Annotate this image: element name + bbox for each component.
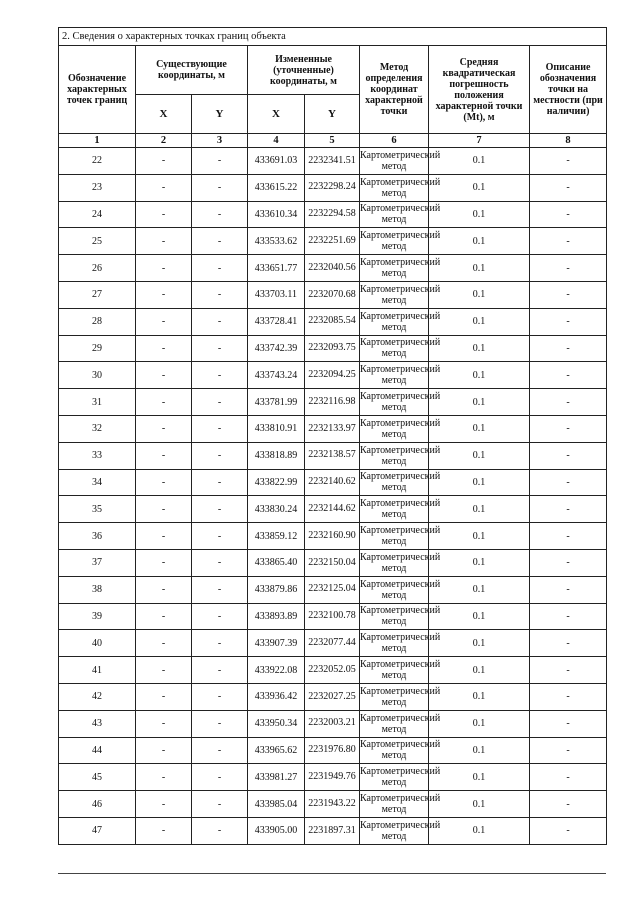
table-row [59, 362, 607, 389]
description-cell: - [530, 255, 607, 282]
existing-y-cell: - [192, 496, 248, 523]
column-number: 4 [248, 134, 305, 148]
point-number-cell: 33 [59, 442, 136, 469]
changed-x-cell: 433743.24 [248, 362, 305, 389]
method-cell: Картометрический метод [360, 496, 429, 523]
mean-error-cell: 0.1 [429, 683, 530, 710]
existing-y-cell: - [192, 308, 248, 335]
table-row [59, 308, 607, 335]
description-cell: - [530, 174, 607, 201]
table-row [59, 148, 607, 175]
description-cell: - [530, 683, 607, 710]
existing-x-cell: - [136, 549, 192, 576]
point-number-cell: 27 [59, 281, 136, 308]
existing-y-cell: - [192, 683, 248, 710]
description-cell: - [530, 549, 607, 576]
changed-y-cell: 2232052.05 [305, 657, 360, 684]
column-number: 8 [530, 134, 607, 148]
existing-y-cell: - [192, 201, 248, 228]
table-row [59, 442, 607, 469]
existing-y-cell: - [192, 549, 248, 576]
changed-y-cell: 2232133.97 [305, 415, 360, 442]
mean-error-cell: 0.1 [429, 148, 530, 175]
changed-x-cell: 433936.42 [248, 683, 305, 710]
existing-x-cell: - [136, 148, 192, 175]
point-number-cell: 46 [59, 791, 136, 818]
method-cell: Картометрический метод [360, 308, 429, 335]
point-number-cell: 25 [59, 228, 136, 255]
description-cell: - [530, 737, 607, 764]
description-cell: - [530, 148, 607, 175]
method-cell: Картометрический метод [360, 791, 429, 818]
changed-y-cell: 2232125.04 [305, 576, 360, 603]
description-cell: - [530, 308, 607, 335]
description-cell: - [530, 362, 607, 389]
changed-y-cell: 2232144.62 [305, 496, 360, 523]
table-row [59, 683, 607, 710]
changed-x-cell: 433810.91 [248, 415, 305, 442]
method-cell: Картометрический метод [360, 817, 429, 844]
changed-y-cell: 2232070.68 [305, 281, 360, 308]
changed-y-cell: 2232094.25 [305, 362, 360, 389]
table-row [59, 817, 607, 844]
changed-y-cell: 2232003.21 [305, 710, 360, 737]
changed-y-cell: 2232160.90 [305, 523, 360, 550]
changed-x-cell: 433830.24 [248, 496, 305, 523]
changed-y-cell: 2232077.44 [305, 630, 360, 657]
existing-y-cell: - [192, 791, 248, 818]
mean-error-cell: 0.1 [429, 415, 530, 442]
changed-y-cell: 2231897.31 [305, 817, 360, 844]
existing-x-cell: - [136, 228, 192, 255]
table-row [59, 737, 607, 764]
description-cell: - [530, 442, 607, 469]
table-row [59, 549, 607, 576]
existing-x-cell: - [136, 389, 192, 416]
existing-x-cell: - [136, 710, 192, 737]
method-cell: Картометрический метод [360, 415, 429, 442]
existing-y-cell: - [192, 255, 248, 282]
mean-error-cell: 0.1 [429, 791, 530, 818]
existing-y-cell: - [192, 710, 248, 737]
table-row [59, 281, 607, 308]
existing-x-cell: - [136, 201, 192, 228]
point-number-cell: 29 [59, 335, 136, 362]
existing-x-cell: - [136, 817, 192, 844]
point-number-cell: 36 [59, 523, 136, 550]
column-number: 5 [305, 134, 360, 148]
method-cell: Картометрический метод [360, 148, 429, 175]
description-cell: - [530, 603, 607, 630]
table-row [59, 201, 607, 228]
existing-x-cell: - [136, 737, 192, 764]
method-cell: Картометрический метод [360, 630, 429, 657]
table-row [59, 174, 607, 201]
changed-x-cell: 433818.89 [248, 442, 305, 469]
table-row [59, 630, 607, 657]
header-method: Метод определения координат характерной точки [360, 46, 429, 134]
table-row [59, 496, 607, 523]
method-cell: Картометрический метод [360, 683, 429, 710]
method-cell: Картометрический метод [360, 442, 429, 469]
point-number-cell: 41 [59, 657, 136, 684]
point-number-cell: 44 [59, 737, 136, 764]
header-existing-y: Y [192, 95, 248, 134]
changed-x-cell: 433859.12 [248, 523, 305, 550]
existing-x-cell: - [136, 415, 192, 442]
description-cell: - [530, 335, 607, 362]
changed-x-cell: 433533.62 [248, 228, 305, 255]
column-number: 7 [429, 134, 530, 148]
point-number-cell: 23 [59, 174, 136, 201]
changed-x-cell: 433691.03 [248, 148, 305, 175]
changed-y-cell: 2232298.24 [305, 174, 360, 201]
column-number: 1 [59, 134, 136, 148]
point-number-cell: 37 [59, 549, 136, 576]
point-number-cell: 30 [59, 362, 136, 389]
mean-error-cell: 0.1 [429, 389, 530, 416]
boundary-points-table [58, 27, 607, 845]
existing-x-cell: - [136, 523, 192, 550]
method-cell: Картометрический метод [360, 174, 429, 201]
point-number-cell: 28 [59, 308, 136, 335]
changed-x-cell: 433893.89 [248, 603, 305, 630]
point-number-cell: 31 [59, 389, 136, 416]
existing-x-cell: - [136, 791, 192, 818]
column-number: 6 [360, 134, 429, 148]
existing-y-cell: - [192, 603, 248, 630]
mean-error-cell: 0.1 [429, 469, 530, 496]
changed-x-cell: 433981.27 [248, 764, 305, 791]
header-changed-x: X [248, 95, 305, 134]
method-cell: Картометрический метод [360, 335, 429, 362]
description-cell: - [530, 791, 607, 818]
mean-error-cell: 0.1 [429, 201, 530, 228]
mean-error-cell: 0.1 [429, 255, 530, 282]
existing-y-cell: - [192, 576, 248, 603]
existing-y-cell: - [192, 442, 248, 469]
existing-x-cell: - [136, 469, 192, 496]
changed-y-cell: 2231949.76 [305, 764, 360, 791]
mean-error-cell: 0.1 [429, 549, 530, 576]
mean-error-cell: 0.1 [429, 442, 530, 469]
method-cell: Картометрический метод [360, 657, 429, 684]
changed-x-cell: 433879.86 [248, 576, 305, 603]
changed-x-cell: 433907.39 [248, 630, 305, 657]
method-cell: Картометрический метод [360, 737, 429, 764]
mean-error-cell: 0.1 [429, 174, 530, 201]
mean-error-cell: 0.1 [429, 523, 530, 550]
mean-error-cell: 0.1 [429, 817, 530, 844]
method-cell: Картометрический метод [360, 549, 429, 576]
description-cell: - [530, 469, 607, 496]
changed-x-cell: 433865.40 [248, 549, 305, 576]
changed-x-cell: 433651.77 [248, 255, 305, 282]
method-cell: Картометрический метод [360, 281, 429, 308]
existing-x-cell: - [136, 683, 192, 710]
changed-x-cell: 433905.00 [248, 817, 305, 844]
changed-x-cell: 433950.34 [248, 710, 305, 737]
mean-error-cell: 0.1 [429, 362, 530, 389]
point-number-cell: 32 [59, 415, 136, 442]
table-row [59, 603, 607, 630]
existing-y-cell: - [192, 657, 248, 684]
method-cell: Картометрический метод [360, 469, 429, 496]
changed-x-cell: 433615.22 [248, 174, 305, 201]
existing-x-cell: - [136, 496, 192, 523]
changed-y-cell: 2232150.04 [305, 549, 360, 576]
mean-error-cell: 0.1 [429, 603, 530, 630]
point-number-cell: 43 [59, 710, 136, 737]
existing-y-cell: - [192, 362, 248, 389]
existing-y-cell: - [192, 281, 248, 308]
description-cell: - [530, 817, 607, 844]
method-cell: Картометрический метод [360, 710, 429, 737]
changed-x-cell: 433703.11 [248, 281, 305, 308]
description-cell: - [530, 710, 607, 737]
existing-x-cell: - [136, 362, 192, 389]
mean-error-cell: 0.1 [429, 281, 530, 308]
method-cell: Картометрический метод [360, 576, 429, 603]
changed-y-cell: 2232040.56 [305, 255, 360, 282]
existing-y-cell: - [192, 228, 248, 255]
method-cell: Картометрический метод [360, 255, 429, 282]
point-number-cell: 40 [59, 630, 136, 657]
mean-error-cell: 0.1 [429, 335, 530, 362]
changed-x-cell: 433781.99 [248, 389, 305, 416]
existing-x-cell: - [136, 335, 192, 362]
mean-error-cell: 0.1 [429, 710, 530, 737]
existing-y-cell: - [192, 415, 248, 442]
existing-y-cell: - [192, 389, 248, 416]
point-number-cell: 22 [59, 148, 136, 175]
table-row [59, 389, 607, 416]
point-number-cell: 34 [59, 469, 136, 496]
table-row [59, 764, 607, 791]
existing-y-cell: - [192, 469, 248, 496]
existing-x-cell: - [136, 281, 192, 308]
column-number: 3 [192, 134, 248, 148]
existing-x-cell: - [136, 764, 192, 791]
method-cell: Картометрический метод [360, 362, 429, 389]
table-row [59, 523, 607, 550]
changed-y-cell: 2232140.62 [305, 469, 360, 496]
point-number-cell: 24 [59, 201, 136, 228]
table-row [59, 710, 607, 737]
point-number-cell: 26 [59, 255, 136, 282]
changed-y-cell: 2231976.80 [305, 737, 360, 764]
description-cell: - [530, 496, 607, 523]
mean-error-cell: 0.1 [429, 764, 530, 791]
header-description: Описание обозначения точки на местности (при наличии) [530, 46, 607, 134]
changed-y-cell: 2231943.22 [305, 791, 360, 818]
existing-y-cell: - [192, 737, 248, 764]
table-row [59, 576, 607, 603]
changed-y-cell: 2232085.54 [305, 308, 360, 335]
point-number-cell: 47 [59, 817, 136, 844]
changed-x-cell: 433822.99 [248, 469, 305, 496]
mean-error-cell: 0.1 [429, 308, 530, 335]
changed-x-cell: 433728.41 [248, 308, 305, 335]
description-cell: - [530, 415, 607, 442]
existing-y-cell: - [192, 174, 248, 201]
existing-y-cell: - [192, 148, 248, 175]
existing-x-cell: - [136, 255, 192, 282]
changed-x-cell: 433610.34 [248, 201, 305, 228]
mean-error-cell: 0.1 [429, 496, 530, 523]
header-mean-error: Средняя квадратическая погрешность положения характерной точки (Mt), м [429, 46, 530, 134]
changed-y-cell: 2232341.51 [305, 148, 360, 175]
method-cell: Картометрический метод [360, 228, 429, 255]
description-cell: - [530, 523, 607, 550]
point-number-cell: 42 [59, 683, 136, 710]
table-row [59, 228, 607, 255]
header-existing-coordinates: Существующие координаты, м [136, 46, 248, 95]
changed-y-cell: 2232027.25 [305, 683, 360, 710]
header-existing-x: X [136, 95, 192, 134]
table-row [59, 255, 607, 282]
changed-y-cell: 2232294.58 [305, 201, 360, 228]
column-number: 2 [136, 134, 192, 148]
description-cell: - [530, 389, 607, 416]
mean-error-cell: 0.1 [429, 228, 530, 255]
description-cell: - [530, 657, 607, 684]
existing-x-cell: - [136, 657, 192, 684]
description-cell: - [530, 576, 607, 603]
table-row [59, 335, 607, 362]
method-cell: Картометрический метод [360, 389, 429, 416]
table-row [59, 469, 607, 496]
existing-x-cell: - [136, 308, 192, 335]
header-changed-coordinates: Измененные (уточненные) координаты, м [248, 46, 360, 95]
description-cell: - [530, 201, 607, 228]
point-number-cell: 38 [59, 576, 136, 603]
changed-x-cell: 433922.08 [248, 657, 305, 684]
changed-y-cell: 2232251.69 [305, 228, 360, 255]
table-row [59, 657, 607, 684]
changed-y-cell: 2232100.78 [305, 603, 360, 630]
table-row [59, 791, 607, 818]
existing-x-cell: - [136, 576, 192, 603]
existing-y-cell: - [192, 764, 248, 791]
method-cell: Картометрический метод [360, 764, 429, 791]
mean-error-cell: 0.1 [429, 657, 530, 684]
description-cell: - [530, 281, 607, 308]
table-row [59, 415, 607, 442]
point-number-cell: 39 [59, 603, 136, 630]
footer-divider [58, 873, 606, 874]
section-title: 2. Сведения о характерных точках границ объекта [59, 28, 607, 46]
existing-y-cell: - [192, 817, 248, 844]
changed-y-cell: 2232138.57 [305, 442, 360, 469]
existing-y-cell: - [192, 523, 248, 550]
method-cell: Картометрический метод [360, 603, 429, 630]
existing-y-cell: - [192, 335, 248, 362]
changed-y-cell: 2232093.75 [305, 335, 360, 362]
method-cell: Картометрический метод [360, 201, 429, 228]
existing-y-cell: - [192, 630, 248, 657]
table-body [59, 148, 607, 845]
existing-x-cell: - [136, 174, 192, 201]
description-cell: - [530, 764, 607, 791]
mean-error-cell: 0.1 [429, 576, 530, 603]
mean-error-cell: 0.1 [429, 737, 530, 764]
description-cell: - [530, 228, 607, 255]
changed-x-cell: 433742.39 [248, 335, 305, 362]
header-designation: Обозначение характерных точек границ [59, 46, 136, 134]
changed-x-cell: 433985.04 [248, 791, 305, 818]
existing-x-cell: - [136, 630, 192, 657]
method-cell: Картометрический метод [360, 523, 429, 550]
header-changed-y: Y [305, 95, 360, 134]
mean-error-cell: 0.1 [429, 630, 530, 657]
existing-x-cell: - [136, 603, 192, 630]
description-cell: - [530, 630, 607, 657]
changed-x-cell: 433965.62 [248, 737, 305, 764]
existing-x-cell: - [136, 442, 192, 469]
point-number-cell: 35 [59, 496, 136, 523]
changed-y-cell: 2232116.98 [305, 389, 360, 416]
point-number-cell: 45 [59, 764, 136, 791]
